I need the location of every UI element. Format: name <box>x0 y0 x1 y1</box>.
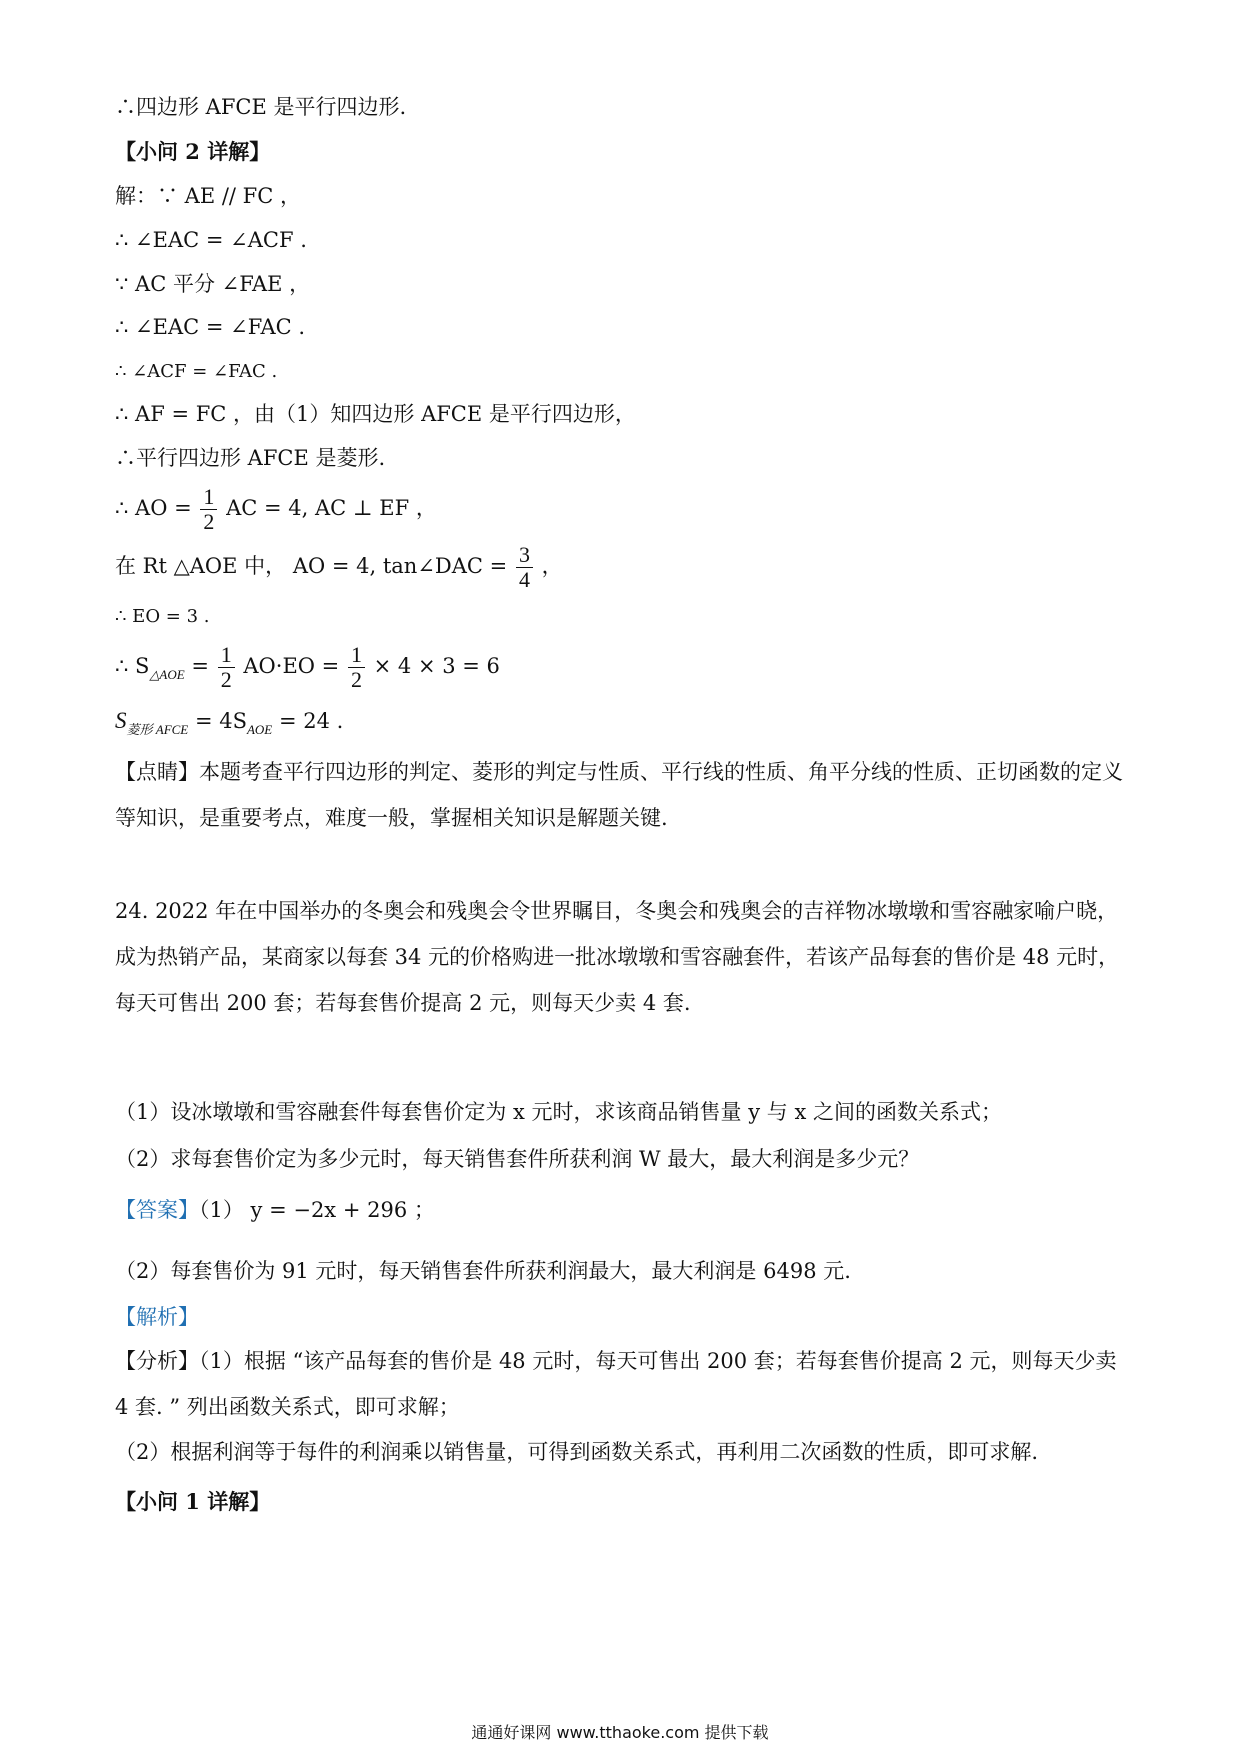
dianjing-paragraph: 【点睛】本题考查平行四边形的判定、菱形的判定与性质、平行线的性质、角平分线的性质、正切函数的定义等知识，是重要考点，难度一般，掌握相关知识是解题关键. <box>115 760 1123 830</box>
answer-part-2: （2）每套售价为 91 元时，每天销售套件所获利润最大，最大利润是 6498 元. <box>115 1259 851 1283</box>
solution-step-3: ∵ AC 平分 ∠FAE ， <box>115 272 311 296</box>
page-footer: 通通好课网 www.tthaoke.com 提供下载 <box>471 1723 769 1742</box>
solution-step-4: ∴ ∠EAC = ∠FAC . <box>115 315 306 339</box>
rhombus-area-subscript: 菱形 AFCE <box>126 722 189 737</box>
rhombus-area-result: = 24 . <box>278 709 344 733</box>
step9-suffix: ， <box>541 554 563 578</box>
solution-step-8 <box>115 478 437 538</box>
fraction-denominator: 2 <box>350 667 362 692</box>
fraction-numerator: 1 <box>348 643 365 668</box>
fraction-numerator: 1 <box>200 485 217 510</box>
solution-step-5: ∴ ∠ACF = ∠FAC . <box>115 361 278 382</box>
answer-part-1: （1） y = −2x + 296 ； <box>199 1198 435 1222</box>
question-24-part-1: （1）设冰墩墩和雪容融套件每套售价定为 x 元时，求该商品销售量 y 与 x 之间的函数关系式； <box>115 1100 1002 1124</box>
fraction-three-quarters <box>516 543 533 592</box>
solution-step-10: ∴ EO = 3 . <box>115 606 210 627</box>
area-result: × 4 × 3 = 6 <box>373 654 500 678</box>
fraction-one-half <box>200 485 217 534</box>
fraction-numerator: 3 <box>516 543 533 568</box>
equals-sign: = <box>191 654 210 678</box>
fraction-numerator: 1 <box>218 643 235 668</box>
solution-step-9 <box>115 536 563 596</box>
fraction-denominator: 4 <box>518 567 530 592</box>
rhombus-area-middle: = 4S <box>194 709 247 733</box>
fraction-denominator: 2 <box>220 667 232 692</box>
rhombus-area-line <box>115 706 343 745</box>
jiexi-tag: 【解析】 <box>115 1305 199 1329</box>
rhombus-area-subscript-2: AOE <box>246 722 273 737</box>
fraction-one-half-2 <box>348 643 365 692</box>
answer-line-1 <box>115 1195 435 1225</box>
solution-step-11 <box>115 636 500 705</box>
solution-step-2: ∴ ∠EAC = ∠ACF . <box>115 228 307 252</box>
area-middle: AO·EO = <box>243 654 340 678</box>
step8-suffix: AC = 4, AC ⊥ EF ， <box>226 496 437 520</box>
solution-step-6: ∴ AF = FC ，由（1）知四边形 AFCE 是平行四边形， <box>115 402 636 426</box>
analysis-paragraph: 【分析】（1）根据 “该产品每套的售价是 48 元时，每天可售出 200 套；若每套售价提高 2 元，则每天少卖 4 套. ” 列出函数关系式，即可求解； <box>115 1349 1117 1419</box>
question-24-part-2: （2）求每套售价定为多少元时，每天销售套件所获利润 W 最大，最大利润是多少元？ <box>115 1147 920 1171</box>
fraction-one-half <box>218 643 235 692</box>
step9-prefix: 在 Rt △AOE 中， AO = 4, tan∠DAC = <box>115 554 508 578</box>
question-24: 24. 2022 年在中国举办的冬奥会和残奥会令世界瞩目，冬奥会和残奥会的吉祥物冰墩墩和雪容融家喻户晓，成为热销产品，某商家以每套 34 元的价格购进一批冰墩墩和雪容融套件，若该产品每套的售价是 48 元时，每天可售出 200 套；若每套售价提高 2 元，则每天少卖 4 套. <box>115 899 1120 1015</box>
fraction-denominator: 2 <box>203 509 215 534</box>
subquestion-1-heading: 【小问 1 详解】 <box>115 1489 271 1514</box>
answer-tag: 【答案】 <box>115 1198 199 1222</box>
rhombus-area-symbol: S <box>115 708 127 733</box>
analysis-part-2: （2）根据利润等于每件的利润乘以销售量，可得到函数关系式，再利用二次函数的性质，即可求解. <box>115 1440 1039 1464</box>
solution-step-1: 解：∵ AE // FC ， <box>115 184 301 208</box>
area-subscript: △AOE <box>149 667 185 682</box>
conclusion-line: ∴四边形 AFCE 是平行四边形. <box>115 95 407 119</box>
step8-prefix: ∴ AO = <box>115 496 192 520</box>
subquestion-2-heading: 【小问 2 详解】 <box>115 139 271 164</box>
area-prefix: ∴ S <box>115 654 150 678</box>
solution-step-7: ∴平行四边形 AFCE 是菱形. <box>115 446 386 470</box>
